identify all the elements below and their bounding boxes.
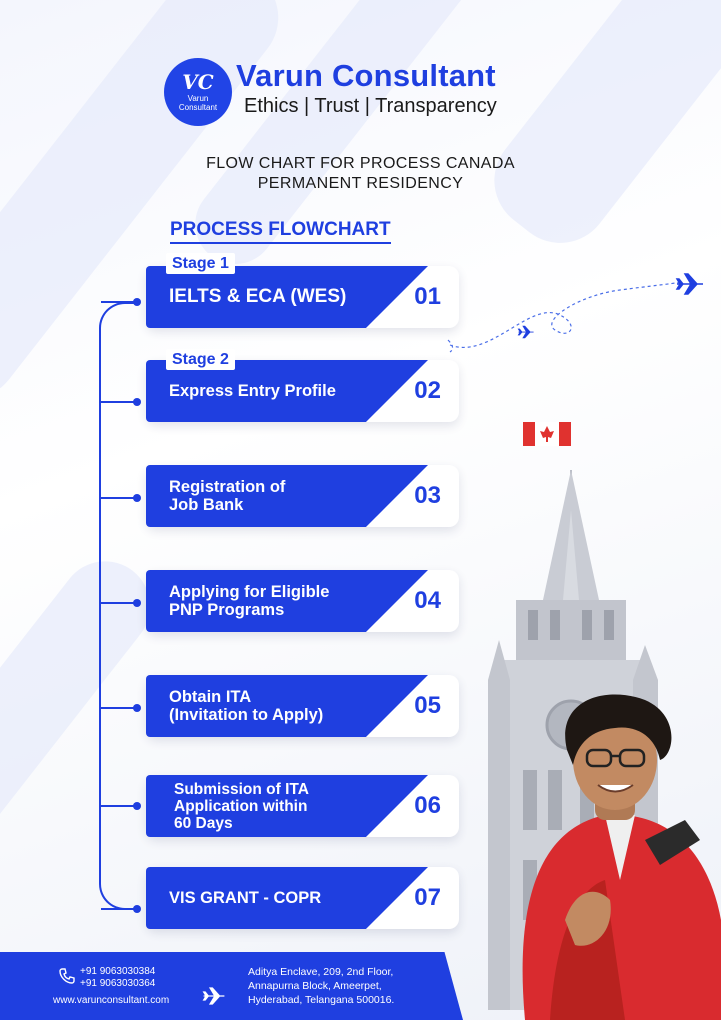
- airplane-icon: [517, 325, 535, 339]
- step-card-6: [146, 775, 459, 837]
- timeline-dot: [133, 599, 141, 607]
- logo-mark: VC: [182, 69, 214, 94]
- timeline-dot: [133, 802, 141, 810]
- logo-name-line2: Consultant: [178, 103, 218, 112]
- footer-phone-1: +91 9063030384: [80, 966, 156, 977]
- step-number: 01: [414, 283, 441, 310]
- bg-stripe: [0, 543, 168, 977]
- step-number: 03: [414, 482, 441, 509]
- footer-website: www.varunconsultant.com: [53, 995, 170, 1006]
- footer-phone-2: +91 9063030364: [80, 978, 156, 989]
- stage-tag: Stage 2: [166, 349, 235, 370]
- bg-stripe: [474, 0, 721, 263]
- step-number: 07: [414, 884, 441, 911]
- brand-tagline: Ethics | Trust | Transparency: [244, 95, 497, 117]
- step-label: VIS GRANT - COPR: [169, 889, 322, 907]
- phone-icon: [58, 967, 76, 985]
- page-title-line2: PERMANENT RESIDENCY: [257, 175, 464, 192]
- step-card-5: [146, 675, 459, 737]
- step-card-4: [146, 570, 459, 632]
- timeline-dot: [133, 905, 141, 913]
- timeline-dot: [133, 494, 141, 502]
- timeline-dot: [133, 298, 141, 306]
- step-label: Obtain ITA (Invitation to Apply): [169, 688, 324, 724]
- page-title-line1: FLOW CHART FOR PROCESS CANADA: [206, 155, 515, 172]
- brand-name: Varun Consultant: [236, 58, 496, 93]
- step-card-7: [146, 867, 459, 929]
- airplane-icon: [675, 272, 705, 296]
- timeline-dot: [133, 704, 141, 712]
- canada-flag: [523, 418, 571, 448]
- page-title: [0, 154, 721, 194]
- step-number: 05: [414, 692, 441, 719]
- footer-address: Aditya Enclave, 209, 2nd Floor, Annapurna Block, Ameerpet, Hyderabad, Telangana 500016.: [248, 966, 395, 1006]
- airplane-icon: [202, 986, 226, 1006]
- step-label: Submission of ITA Application within 60 Days: [174, 780, 309, 832]
- timeline-dot: [133, 398, 141, 406]
- timeline-connector: [99, 302, 137, 910]
- step-label: Registration of Job Bank: [169, 478, 286, 514]
- student-photo: [495, 690, 721, 1020]
- step-card-1: [146, 266, 459, 328]
- logo-name-line1: Varun: [187, 93, 209, 103]
- brand-logo: [164, 58, 232, 126]
- step-number: 06: [414, 792, 441, 819]
- step-label: IELTS & ECA (WES): [169, 286, 347, 307]
- step-number: 02: [414, 377, 441, 404]
- step-label: Express Entry Profile: [169, 382, 336, 400]
- section-title: PROCESS FLOWCHART: [170, 219, 391, 244]
- step-number: 04: [414, 587, 441, 614]
- step-label: Applying for Eligible PNP Programs: [169, 583, 330, 619]
- step-card-3: [146, 465, 459, 527]
- stage-tag: Stage 1: [166, 253, 235, 274]
